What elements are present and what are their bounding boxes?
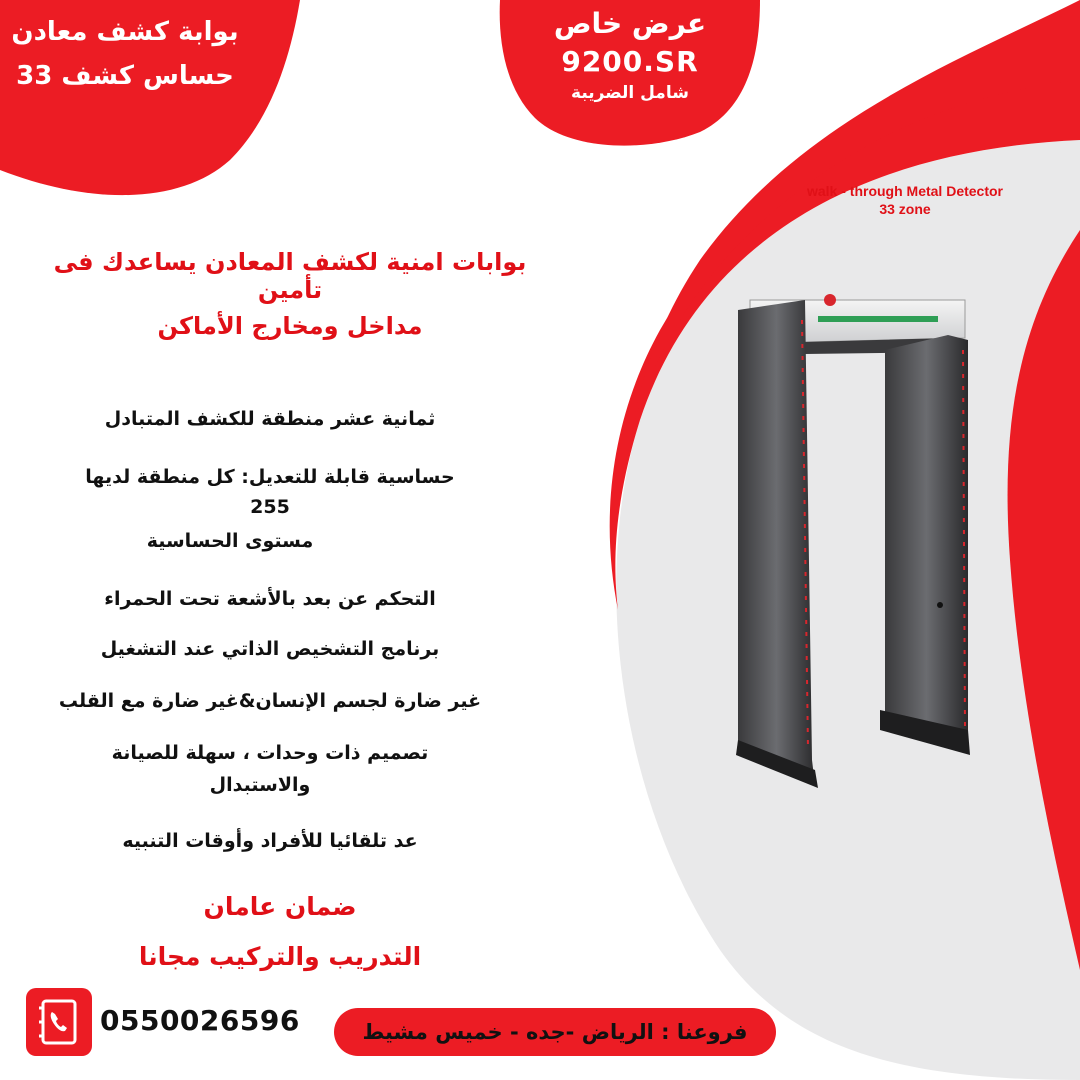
offer-title: عرض خاص [553, 7, 707, 40]
guarantee-line-2: التدريب والتركيب مجانا [138, 942, 422, 971]
feature-item: حساسية قابلة للتعديل: كل منطقة لديها [85, 466, 455, 488]
metal-detector-gate-image [730, 280, 980, 800]
feature-item: ثمانية عشر منطقة للكشف المتبادل [104, 408, 436, 430]
phone-icon [37, 998, 81, 1046]
branches-bar [334, 1008, 776, 1056]
product-caption-line-2: 33 zone [879, 201, 931, 217]
feature-item: تصميم ذات وحدات ، سهلة للصيانة [111, 742, 429, 764]
branches-text: فروعنا : الرياض -جده - خميس مشيط [362, 1020, 748, 1044]
title-line-1: بوابة كشف معادن [11, 17, 239, 47]
feature-item: والاستبدال [209, 774, 311, 796]
offer-price: 9200.SR [561, 45, 699, 78]
offer-block [520, 6, 740, 104]
title-block [0, 10, 250, 98]
feature-item: برنامج التشخيص الذاتي عند التشغيل [100, 638, 440, 660]
headline-line-2: مداخل ومخارج الأماكن [157, 312, 423, 340]
product-caption [760, 182, 1050, 218]
title-line-2: حساس كشف 33 [16, 61, 234, 91]
phone-number[interactable]: 0550026596 [100, 1004, 300, 1037]
product-caption-line-1: walk - through Metal Detector [806, 183, 1004, 199]
feature-item: غير ضارة لجسم الإنسان&غير ضارة مع القلب [58, 690, 482, 712]
phone-book-icon[interactable] [26, 988, 92, 1056]
headline-line-1: بوابات امنية لكشف المعادن يساعدك فى تأمين [53, 248, 527, 304]
guarantee-line-1: ضمان عامان [203, 892, 357, 921]
offer-tax-note: شامل الضريبة [571, 83, 689, 103]
feature-item: التحكم عن بعد بالأشعة تحت الحمراء [104, 588, 436, 610]
feature-item: مستوى الحساسية [146, 530, 314, 552]
feature-item: 255 [250, 496, 290, 518]
feature-item: عد تلقائيا للأفراد وأوقات التنبيه [122, 830, 418, 852]
